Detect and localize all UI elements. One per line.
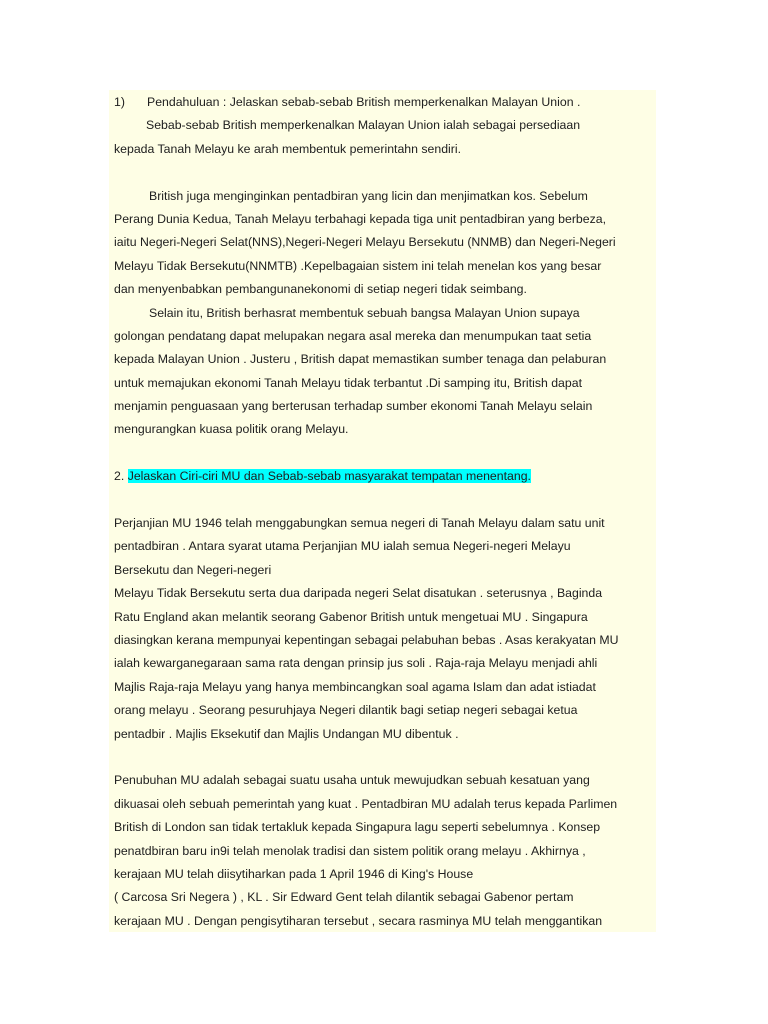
section2-p2-line-2: British di London san tidak tertakluk kepada Singapura lagu seperti sebelumnya . Konsep: [114, 820, 601, 835]
section1-p1-line-1: kepada Tanah Melayu ke arah membentuk pemerintahn sendiri.: [114, 141, 462, 156]
section1-p3-line-3: untuk memajukan ekonomi Tanah Melayu tidak terbantut .Di samping itu, British dapat: [114, 375, 582, 390]
section2-p1-line-8: orang melayu . Seorang pesuruhjaya Negeri dilantik bagi setiap negeri sebagai ketua: [114, 703, 578, 718]
section1-p2-line-4: dan menyenbabkan pembangunanekonomi di setiap negeri tidak seimbang.: [114, 282, 527, 297]
blank-line: [114, 442, 656, 465]
section2-p2-line-4: kerajaan MU telah diisytiharkan pada 1 April 1946 di King's House: [114, 866, 474, 881]
blank-line: [114, 161, 656, 184]
document-text-block: [109, 90, 656, 932]
section1-number: 1): [114, 95, 125, 109]
section1-p3-line-1: golongan pendatang dapat melupakan negara asal mereka dan menumpukan taat setia: [114, 328, 592, 343]
section2-p1-line-3: Melayu Tidak Bersekutu serta dua daripada negeri Selat disatukan . seterusnya , Baginda: [114, 586, 603, 601]
section2-p1-line-4: Ratu England akan melantik seorang Gabenor British untuk mengetuai MU . Singapura: [114, 609, 588, 624]
section1-heading-line: [114, 91, 656, 114]
section2-p2-line-3: penatdbiran baru in9i telah menolak tradisi dan sistem politik orang melayu . Akhirnya ,: [114, 843, 586, 858]
section2-p1-line-5: diasingkan kerana mempunyai kepentingan sebagai pelabuhan bebas . Asas kerakyatan MU: [114, 632, 619, 647]
section2-heading-line: [114, 465, 656, 488]
section1-p1-line-0: Sebab-sebab British memperkenalkan Malayan Union ialah sebagai persediaan: [146, 118, 581, 133]
section1-p3-line-5: mengurangkan kuasa politik orang Melayu.: [114, 422, 349, 437]
section1-heading: Pendahuluan : Jelaskan sebab-sebab British memperkenalkan Malayan Union .: [147, 95, 581, 109]
section1-p2-line-1: Perang Dunia Kedua, Tanah Melayu terbahagi kepada tiga unit pentadbiran yang berbeza,: [114, 211, 607, 226]
section2-p1-line-9: pentadbir . Majlis Eksekutif dan Majlis Undangan MU dibentuk .: [114, 726, 459, 741]
section2-p1-line-7: Majlis Raja-raja Melayu yang hanya membincangkan soal agama Islam dan adat istiadat: [114, 679, 596, 694]
section2-p2-line-1: dikuasai oleh sebuah pemerintah yang kuat . Pentadbiran MU adalah terus kepada Parlimen: [114, 796, 618, 811]
section2-number: 2.: [114, 469, 125, 484]
blank-line: [114, 746, 656, 769]
blank-line: [114, 489, 656, 512]
section2-p2-line-0: Penubuhan MU adalah sebagai suatu usaha untuk mewujudkan sebuah kesatuan yang: [114, 773, 590, 788]
section1-p3-line-0: Selain itu, British berhasrat membentuk sebuah bangsa Malayan Union supaya: [149, 305, 580, 320]
section1-p2-line-0: British juga menginginkan pentadbiran yang licin dan menjimatkan kos. Sebelum: [149, 188, 588, 203]
section1-p2-line-2: iaitu Negeri-Negeri Selat(NNS),Negeri-Negeri Melayu Bersekutu (NNMB) dan Negeri-Negeri: [114, 235, 616, 250]
section2-p1-line-6: ialah kewarganegaraan sama rata dengan prinsip jus soli . Raja-raja Melayu menjadi ahli: [114, 656, 598, 671]
section1-p2-line-3: Melayu Tidak Bersekutu(NNMTB) .Kepelbagaian sistem ini telah menelan kos yang besar: [114, 258, 602, 273]
section2-p1-line-1: pentadbiran . Antara syarat utama Perjanjian MU ialah semua Negeri-negeri Melayu: [114, 539, 571, 554]
section2-p1-line-2: Bersekutu dan Negeri-negeri: [114, 562, 272, 577]
section2-p2-line-5: ( Carcosa Sri Negera ) , KL . Sir Edward Gent telah dilantik sebagai Gabenor pertam: [114, 890, 574, 905]
section2-p1-line-0: Perjanjian MU 1946 telah menggabungkan semua negeri di Tanah Melayu dalam satu unit: [114, 516, 605, 531]
section2-heading: Jelaskan Ciri-ciri MU dan Sebab-sebab masyarakat tempatan menentang.: [127, 469, 531, 484]
section1-p3-line-2: kepada Malayan Union . Justeru , British dapat memastikan sumber tenaga dan pelaburan: [114, 352, 607, 367]
section1-p3-line-4: menjamin penguasaan yang berterusan terhadap sumber ekonomi Tanah Melayu selain: [114, 399, 593, 414]
section2-p2-line-6: kerajaan MU . Dengan pengisytiharan tersebut , secara rasminya MU telah menggantikan: [114, 913, 603, 928]
